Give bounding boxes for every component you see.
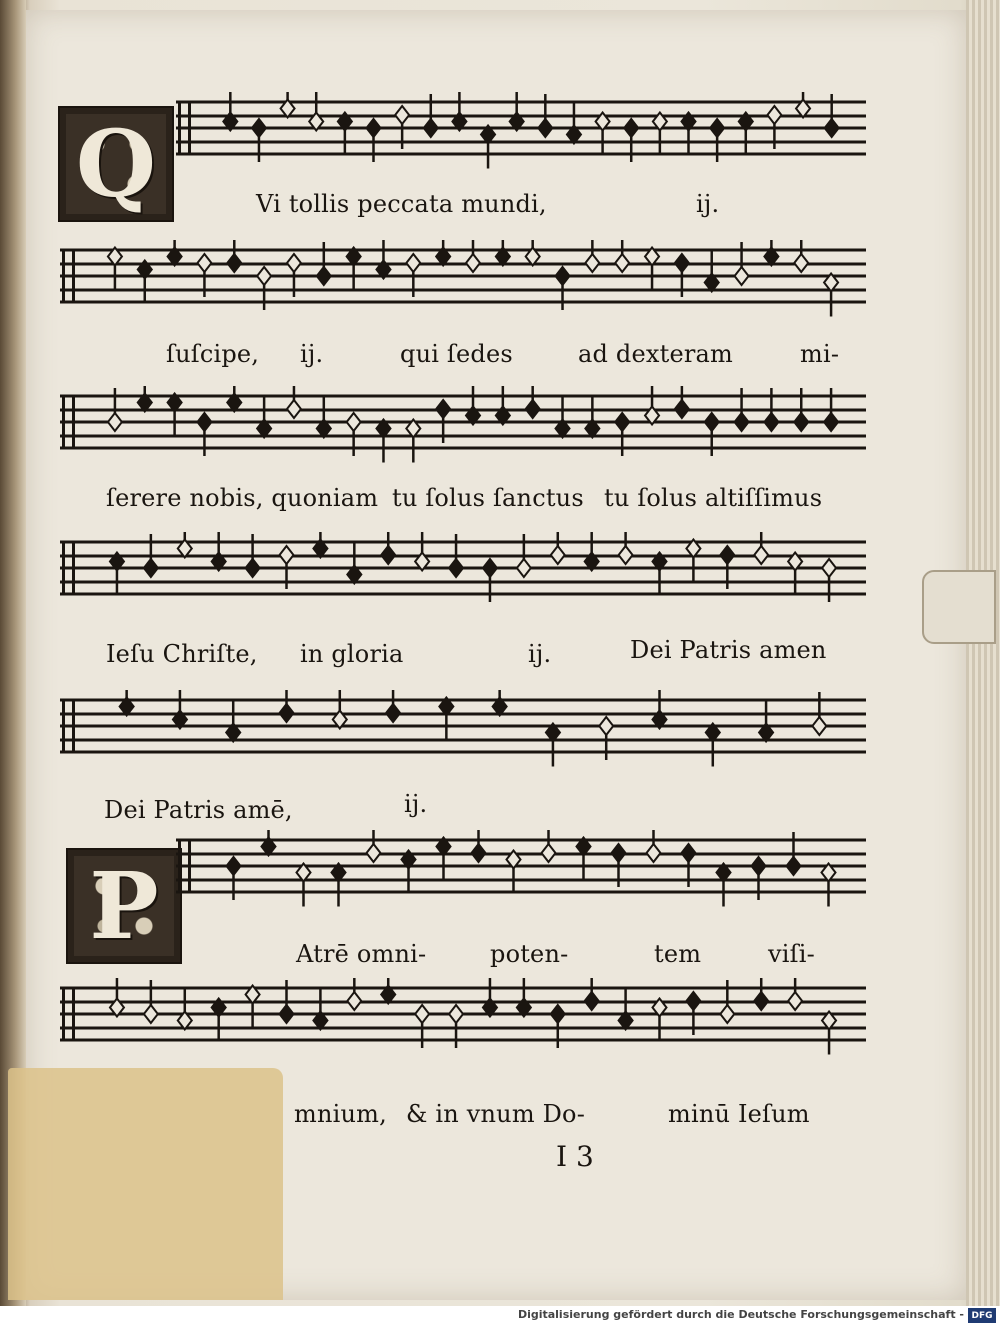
note-mark [347,978,361,1010]
note-mark [168,240,182,266]
staff-svg [60,690,866,778]
note-mark [297,864,311,907]
note-mark [386,690,400,722]
note-mark [472,830,486,862]
note-mark [287,386,301,418]
note-mark [168,394,182,437]
note-mark [347,541,361,584]
lyric: ij. [696,190,720,218]
note-mark [280,690,294,722]
staff-svg [176,92,866,180]
note-mark [178,987,192,1030]
note-mark [759,699,773,742]
page-number: I 3 [556,1140,594,1173]
note-mark [313,987,327,1030]
note-mark [436,240,450,266]
lyric: ij. [300,340,324,368]
note-mark [415,532,429,571]
lyric: Dei Patris amen [630,636,827,664]
music-staff-7 [60,978,866,1066]
note-mark [347,248,361,291]
decorated-initial-q [58,106,174,222]
note-mark [619,987,633,1030]
note-mark [481,126,495,169]
lyric: tem [654,940,702,968]
note-mark [754,532,768,564]
note-mark [585,532,599,571]
note-mark [246,986,260,1029]
lyric: ad dexteram [578,340,733,368]
note-mark [794,240,808,272]
footer-credit: Digitalisierung gefördert durch die Deutsche Forschungsgemeinschaft - [517,1308,964,1321]
note-mark [585,978,599,1010]
note-mark [138,386,152,412]
lyric: tu ſolus ſanctus [392,484,584,512]
note-mark [705,249,719,292]
note-mark [313,532,327,558]
music-staff-4 [60,532,866,620]
note-mark [675,386,689,418]
lyric: ſerere nobis, quoniam [106,484,379,512]
note-mark [466,240,480,272]
initial-letter: Q [75,110,157,218]
note-mark [466,386,480,425]
lyric: in gloria [300,640,404,668]
note-mark [338,113,352,156]
music-staff-2 [60,240,866,328]
lyric: viſi- [768,940,815,968]
staff-svg [60,386,866,474]
note-mark [682,113,696,156]
note-mark [551,532,565,564]
note-mark [517,978,531,1017]
note-mark [381,532,395,564]
lyric: poten- [490,940,569,968]
note-mark [653,690,667,729]
note-mark [824,274,838,317]
note-mark [764,240,778,266]
lyric: mi- [800,340,840,368]
staff-svg [60,978,866,1066]
music-staff-3 [60,386,866,474]
note-mark [645,386,659,425]
note-mark [739,113,753,156]
note-mark [822,1012,836,1055]
note-mark [717,864,731,907]
note-mark [686,540,700,583]
note-mark [510,92,524,131]
note-mark [526,240,540,266]
note-mark [496,240,510,266]
page-tab [922,570,996,644]
note-mark [706,724,720,767]
lyric: mnium, [294,1100,387,1128]
lyric: ij. [404,790,428,818]
note-mark [376,240,390,279]
music-staff-5 [60,690,866,778]
note-mark [822,864,836,907]
note-mark [556,395,570,438]
note-mark [262,830,276,856]
note-mark [333,690,347,729]
lyric: Dei Patris amē, [104,796,293,824]
note-mark [227,240,241,272]
lyric: Vi tollis peccata mundi, [256,190,547,218]
staff-svg [176,830,866,918]
paper-stain [8,1068,283,1300]
note-mark [110,553,124,596]
music-staff-1 [176,92,866,180]
note-mark [526,386,540,418]
note-mark [439,698,453,741]
note-mark [257,395,271,438]
note-mark [437,838,451,881]
note-mark [596,113,610,156]
note-mark [227,386,241,412]
lyric: Atrē omni- [296,940,427,968]
note-mark [788,978,802,1010]
note-mark [542,830,556,862]
note-mark [647,830,661,862]
note-mark [452,92,466,131]
note-mark [223,92,237,131]
note-mark [309,92,323,131]
note-mark [367,830,381,862]
note-mark [496,386,510,425]
note-mark [585,240,599,272]
note-mark [317,395,331,438]
lyric: qui ſedes [400,340,513,368]
lyric: ij. [528,640,552,668]
lyric: tu ſolus altiſſimus [604,484,823,512]
lyric: Ieſu Chriſte, [106,640,258,668]
note-mark [754,978,768,1010]
note-mark [788,553,802,596]
dfg-logo-icon: DFG [968,1308,996,1323]
note-mark [212,999,226,1042]
note-mark [178,532,192,558]
note-mark [493,690,507,716]
page-edge [966,0,1000,1306]
note-mark [507,851,521,894]
note-mark [226,699,240,742]
note-mark [212,532,226,571]
note-mark [796,92,810,118]
decorated-initial-p [66,848,182,964]
note-mark [653,553,667,596]
staff-svg [60,532,866,620]
music-staff-6 [176,830,866,918]
initial-letter: P [89,852,159,960]
note-mark [483,978,497,1017]
note-mark [110,978,124,1017]
note-mark [406,420,420,463]
note-mark [381,978,395,1004]
note-mark [173,690,187,729]
staff-svg [60,240,866,328]
note-mark [108,248,122,291]
note-mark [619,532,633,564]
note-mark [567,101,581,144]
note-mark [332,864,346,907]
note-mark [585,395,599,438]
lyric: ſuſcipe, [166,340,260,368]
note-mark [645,248,659,291]
note-mark [402,851,416,894]
note-mark [653,999,667,1042]
note-mark [546,724,560,767]
note-mark [615,240,629,272]
footer [0,1306,1000,1326]
note-mark [577,838,591,881]
note-mark [653,113,667,156]
lyric: minū Ieſum [668,1100,810,1128]
note-mark [376,420,390,463]
note-mark [120,690,134,716]
note-mark [138,261,152,304]
note-mark [281,92,295,118]
lyric: & in vnum Do- [406,1100,586,1128]
